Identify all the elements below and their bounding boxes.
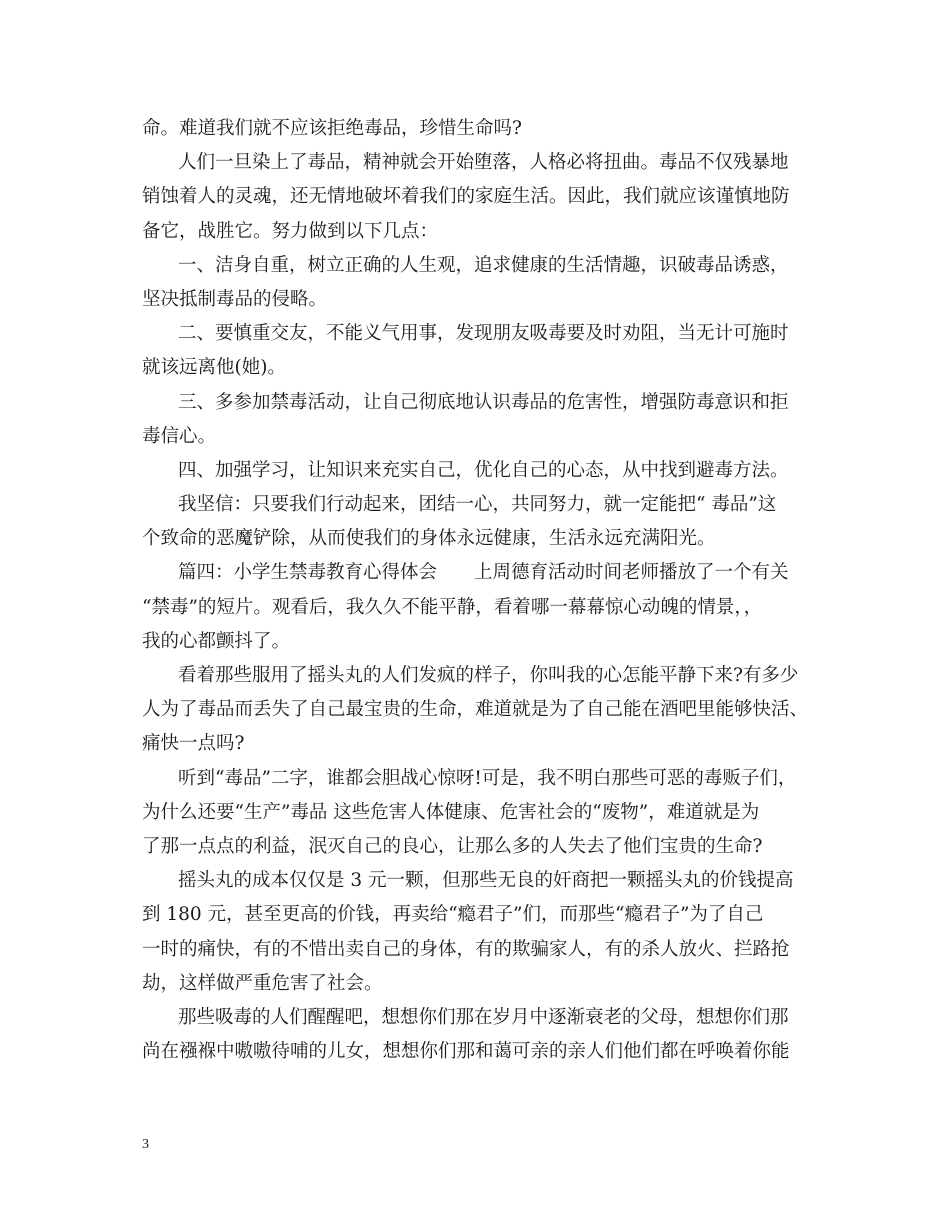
text-line: 销蚀着人的灵魂，还无情地破坏着我们的家庭生活。因此，我们就应该谨慎地防 bbox=[142, 186, 790, 208]
text-line: 坚决抵制毒品的侵略。 bbox=[142, 288, 328, 310]
text-line: 为什么还要“生产”毒品 这些危害人体健康、危害社会的“废物”，难道就是为 bbox=[142, 801, 760, 823]
text-line: 备它，战胜它。努力做到以下几点： bbox=[142, 220, 439, 242]
text-line: 痛快一点吗? bbox=[142, 733, 245, 755]
text-line: 一时的痛快，有的不惜出卖自己的身体，有的欺骗家人，有的杀人放火、拦路抢 bbox=[142, 938, 790, 960]
document-body bbox=[142, 112, 812, 1069]
page-number: 3 bbox=[142, 1137, 149, 1152]
text-line: 尚在襁褓中嗷嗷待哺的儿女，想想你们那和蔼可亲的亲人们他们都在呼唤着你能 bbox=[142, 1041, 790, 1063]
text-line: 人们一旦染上了毒品，精神就会开始堕落，人格必将扭曲。毒品不仅残暴地 bbox=[178, 152, 789, 174]
text-line: 我的心都颤抖了。 bbox=[142, 630, 291, 652]
text-line: “禁毒”的短片。观看后，我久久不能平静，看着哪一幕幕惊心动魄的情景，， bbox=[142, 596, 763, 618]
text-line: 人为了毒品而丢失了自己最宝贵的生命，难道就是为了自己能在酒吧里能够快活、 bbox=[142, 699, 809, 721]
text-line: 篇四：小学生禁毒教育心得体会 上周德育活动时间老师播放了一个有关 bbox=[178, 562, 789, 584]
text-line: 听到“毒品”二字，谁都会胆战心惊呀!可是，我不明白那些可恶的毒贩子们， bbox=[178, 767, 797, 789]
text-line: 那些吸毒的人们醒醒吧，想想你们那在岁月中逐渐衰老的父母，想想你们那 bbox=[178, 1006, 789, 1028]
text-line: 我坚信：只要我们行动起来，团结一心，共同努力，就一定能把“ 毒品”这 bbox=[178, 494, 777, 516]
text-line: 四、加强学习，让知识来充实自己，优化自己的心态，从中找到避毒方法。 bbox=[178, 459, 789, 481]
text-line: 就该远离他(她)。 bbox=[142, 357, 286, 379]
text-line: 劫，这样做严重危害了社会。 bbox=[142, 972, 383, 994]
text-line: 了那一点点的利益，泯灭自己的良心，让那么多的人失去了他们宝贵的生命? bbox=[142, 835, 763, 857]
text-line: 到 180 元，甚至更高的价钱，再卖给“瘾君子”们，而那些“瘾君子”为了自己 bbox=[142, 904, 764, 926]
text-line: 毒信心。 bbox=[142, 425, 217, 447]
text-line: 命。难道我们就不应该拒绝毒品，珍惜生命吗? bbox=[142, 118, 522, 139]
text-line: 三、多参加禁毒活动，让自己彻底地认识毒品的危害性，增强防毒意识和拒 bbox=[178, 391, 789, 413]
text-line: 一、洁身自重，树立正确的人生观，追求健康的生活情趣，识破毒品诱惑， bbox=[178, 254, 789, 276]
text-line: 看着那些服用了摇头丸的人们发疯的样子，你叫我的心怎能平静下来?有多少 bbox=[178, 665, 799, 686]
text-line: 摇头丸的成本仅仅是 3 元一颗，但那些无良的奸商把一颗摇头丸的价钱提高 bbox=[178, 870, 794, 892]
text-line: 二、要慎重交友，不能义气用事，发现朋友吸毒要及时劝阻，当无计可施时 bbox=[178, 323, 789, 345]
text-line: 个致命的恶魔铲除，从而使我们的身体永远健康，生活永远充满阳光。 bbox=[142, 528, 716, 550]
